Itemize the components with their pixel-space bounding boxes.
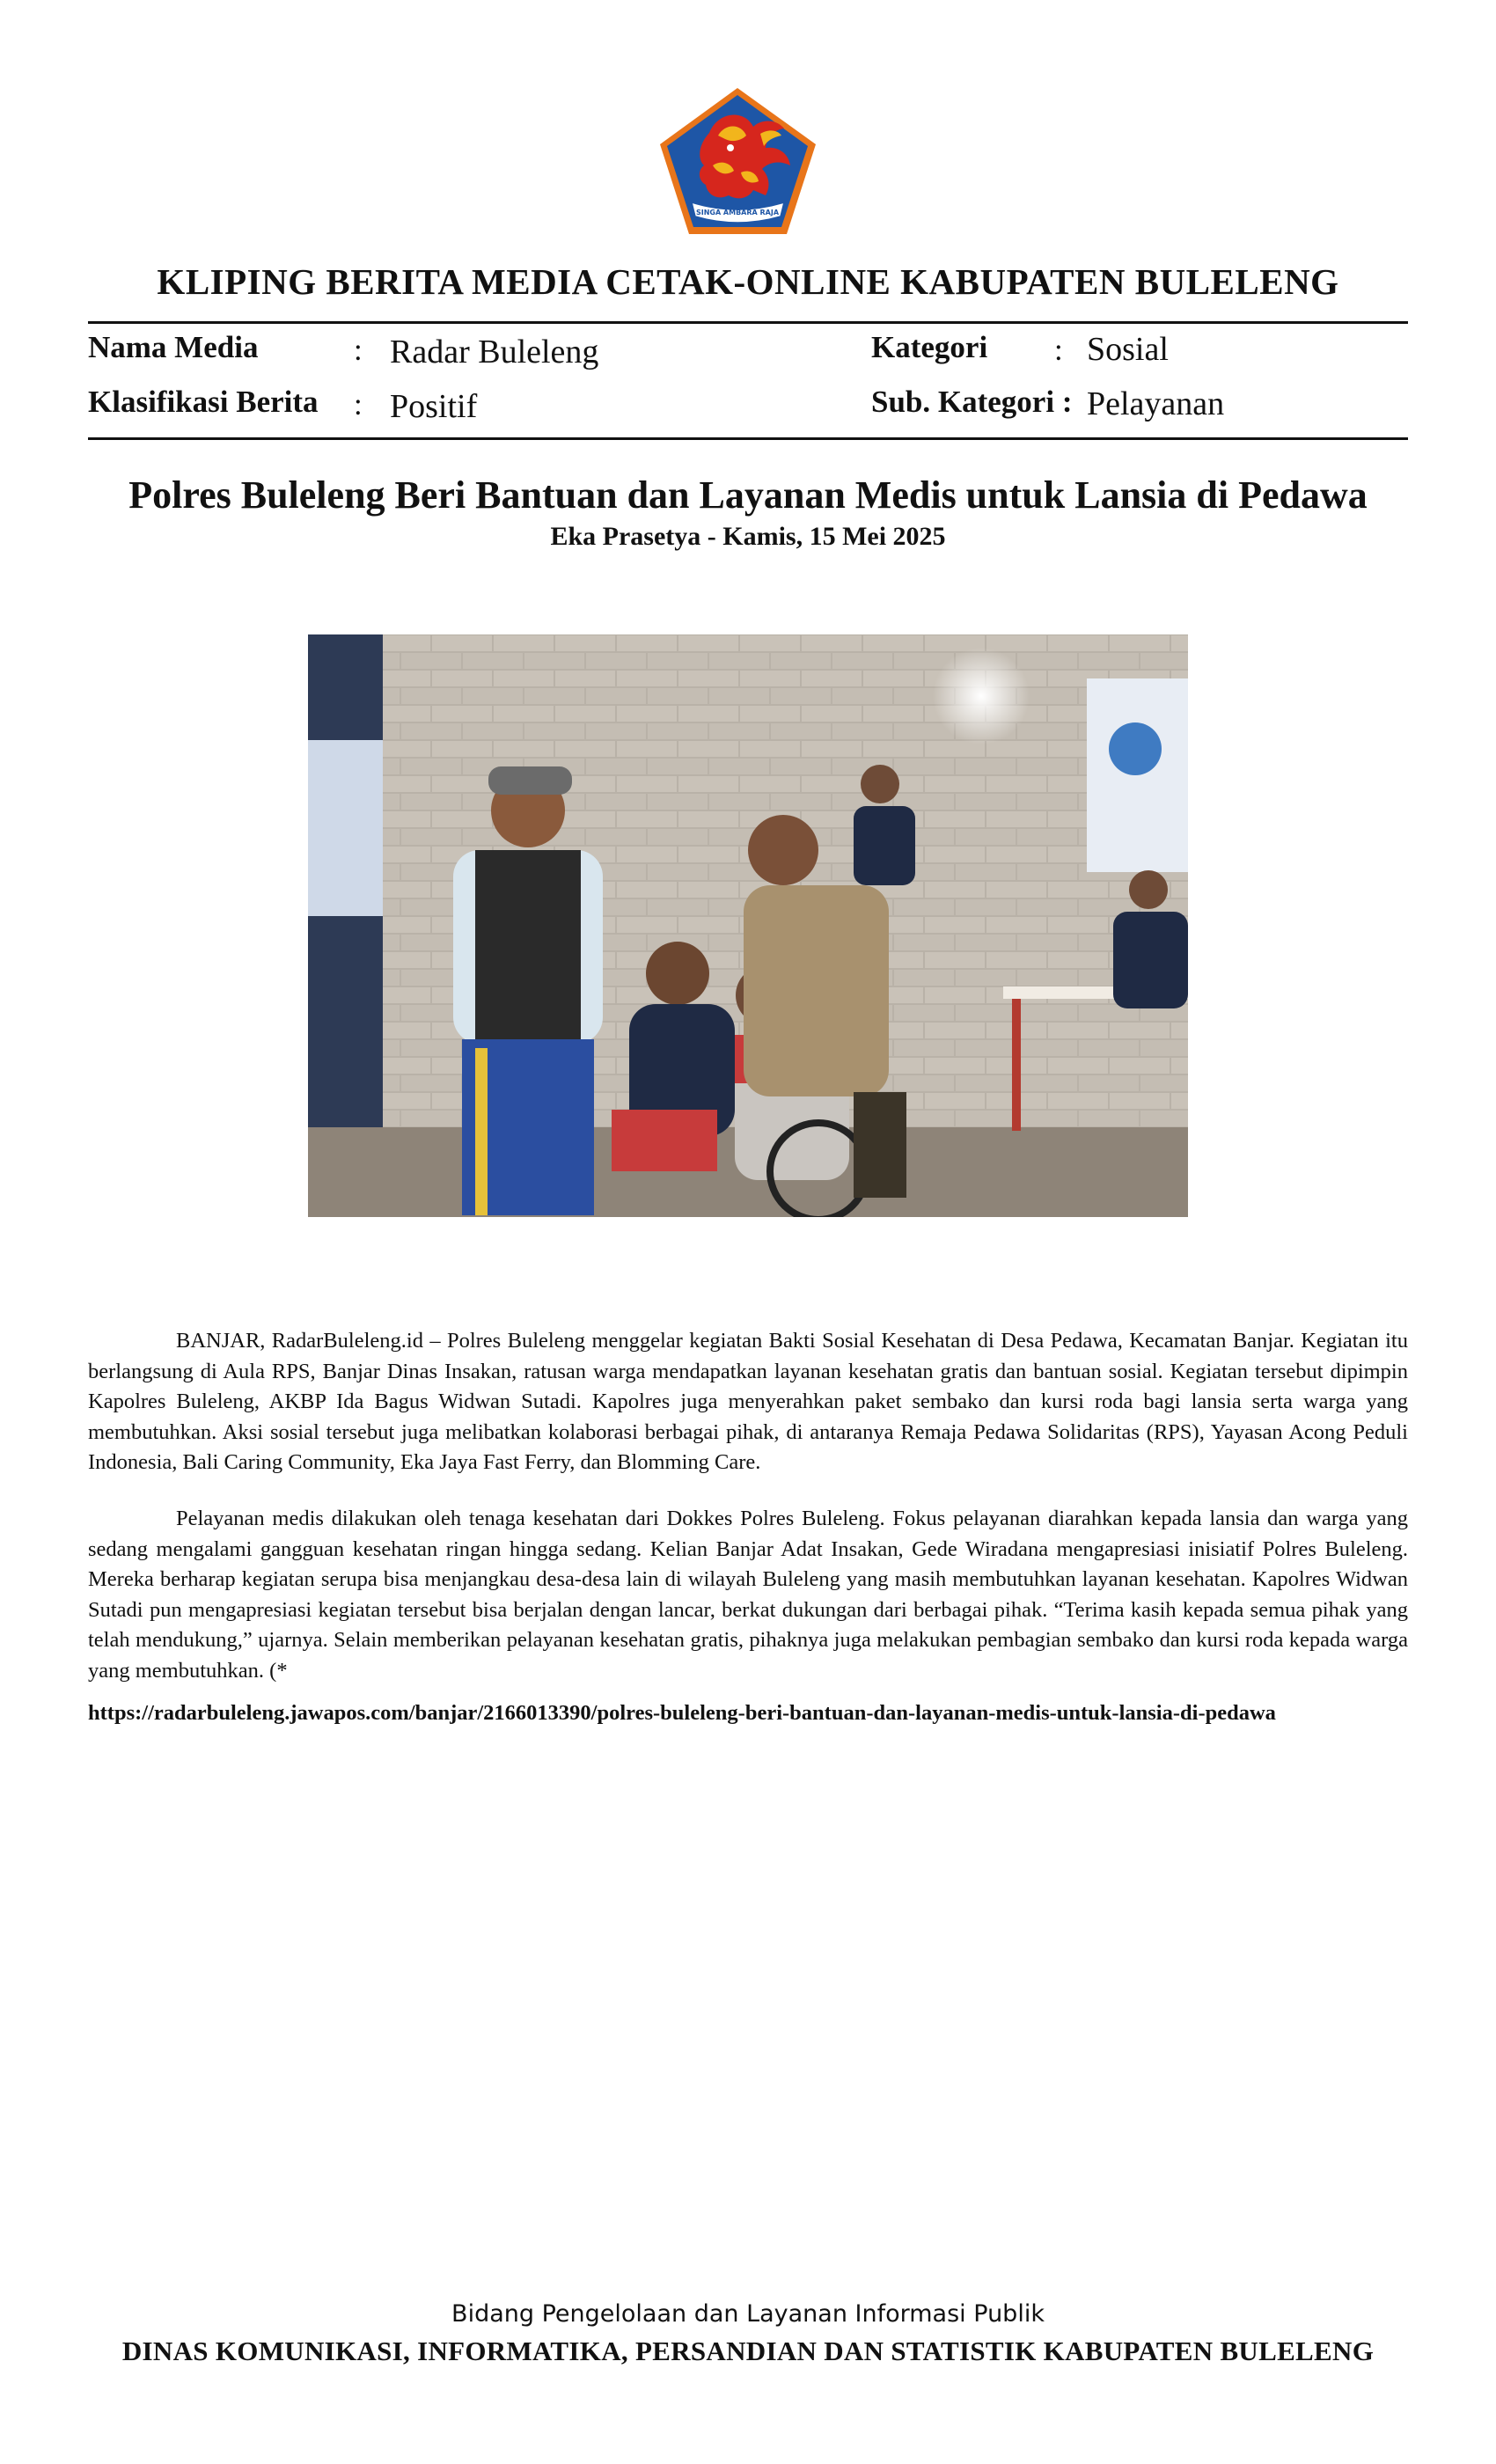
regency-emblem-logo <box>656 84 819 237</box>
klasifikasi-label: Klasifikasi Berita <box>88 385 319 419</box>
document-title: KLIPING BERITA MEDIA CETAK-ONLINE KABUPATEN BULELENG <box>157 261 1339 302</box>
photo-scene-image <box>308 634 1188 1217</box>
media-colon: : <box>354 333 363 367</box>
article-paragraph-2: Pelayanan medis dilakukan oleh tenaga kesehatan dari Dokkes Polres Buleleng. Fokus pelayanan diarahkan kepada lansia dan warga yang sedang mengalami gangguan kesehatan ringan hingga sedang. Kelian Banjar Adat Insakan, Gede Wiradana mengapresiasi inisiatif Polres Buleleng. Mereka berharap kegiatan serupa bisa menjangkau desa-desa lain di wilayah Buleleng yang masih membutuhkan layanan kesehatan. Kapolres Widwan Sutadi pun mengapresiasi kegiatan tersebut bisa berjalan dengan lancar, berkat dukungan dari berbagai pihak. “Terima kasih kepada semua pihak yang telah mendukung,” ujarnya. Selain memberikan pelayanan kesehatan gratis, pihaknya juga melakukan pembagian sembako dan kursi roda kepada warga yang membutuhkan. (* <box>88 1507 1408 1683</box>
kategori-value: Sosial <box>1087 331 1169 368</box>
footer-department: Bidang Pengelolaan dan Layanan Informasi Publik <box>451 2300 1045 2328</box>
emblem-motto: SINGA AMBARA RAJA <box>695 209 780 216</box>
top-divider <box>88 321 1408 324</box>
subkategori-value: Pelayanan <box>1087 385 1225 422</box>
media-value: Radar Buleleng <box>390 334 599 370</box>
article-paragraph-1: BANJAR, RadarBuleleng.id – Polres Buleleng menggelar kegiatan Bakti Sosial Kesehatan di Desa Pedawa, Kecamatan Banjar. Kegiatan itu berlangsung di Aula RPS, Banjar Dinas Insakan, ratusan warga mendapatkan layanan kesehatan gratis dan bantuan sosial. Kegiatan tersebut dipimpin Kapolres Buleleng, AKBP Ida Bagus Widwan Sutadi. Kapolres juga menyerahkan paket sembako dan kursi roda bagi lansia serta warga yang membutuhkan. Aksi sosial tersebut juga melibatkan kolaborasi berbagai pihak, di antaranya Remaja Pedawa Solidaritas (RPS), Yayasan Acong Peduli Indonesia, Bali Caring Community, Eka Jaya Fast Ferry, dan Blomming Care. <box>88 1329 1408 1474</box>
article-headline: Polres Buleleng Beri Bantuan dan Layanan Medis untuk Lansia di Pedawa <box>128 473 1368 517</box>
media-label: Nama Media <box>88 330 259 364</box>
emblem-icon <box>656 84 819 237</box>
article-byline: Eka Prasetya - Kamis, 15 Mei 2025 <box>550 522 946 551</box>
subkategori-label: Sub. Kategori : <box>871 385 1073 419</box>
article-photo <box>308 634 1188 1217</box>
kategori-colon: : <box>1054 333 1063 367</box>
bottom-divider <box>88 437 1408 440</box>
footer-agency: DINAS KOMUNIKASI, INFORMATIKA, PERSANDIAN DAN STATISTIK KABUPATEN BULELENG <box>121 2336 1375 2366</box>
klasifikasi-value: Positif <box>390 388 478 425</box>
article-source-link[interactable]: https://radarbuleleng.jawapos.com/banjar/2166013390/polres-buleleng-beri-bantuan-dan-layanan-medis-untuk-lansia-di-pedawa <box>88 1701 1276 1725</box>
kategori-label: Kategori <box>871 330 988 364</box>
klasifikasi-colon: : <box>354 387 363 422</box>
